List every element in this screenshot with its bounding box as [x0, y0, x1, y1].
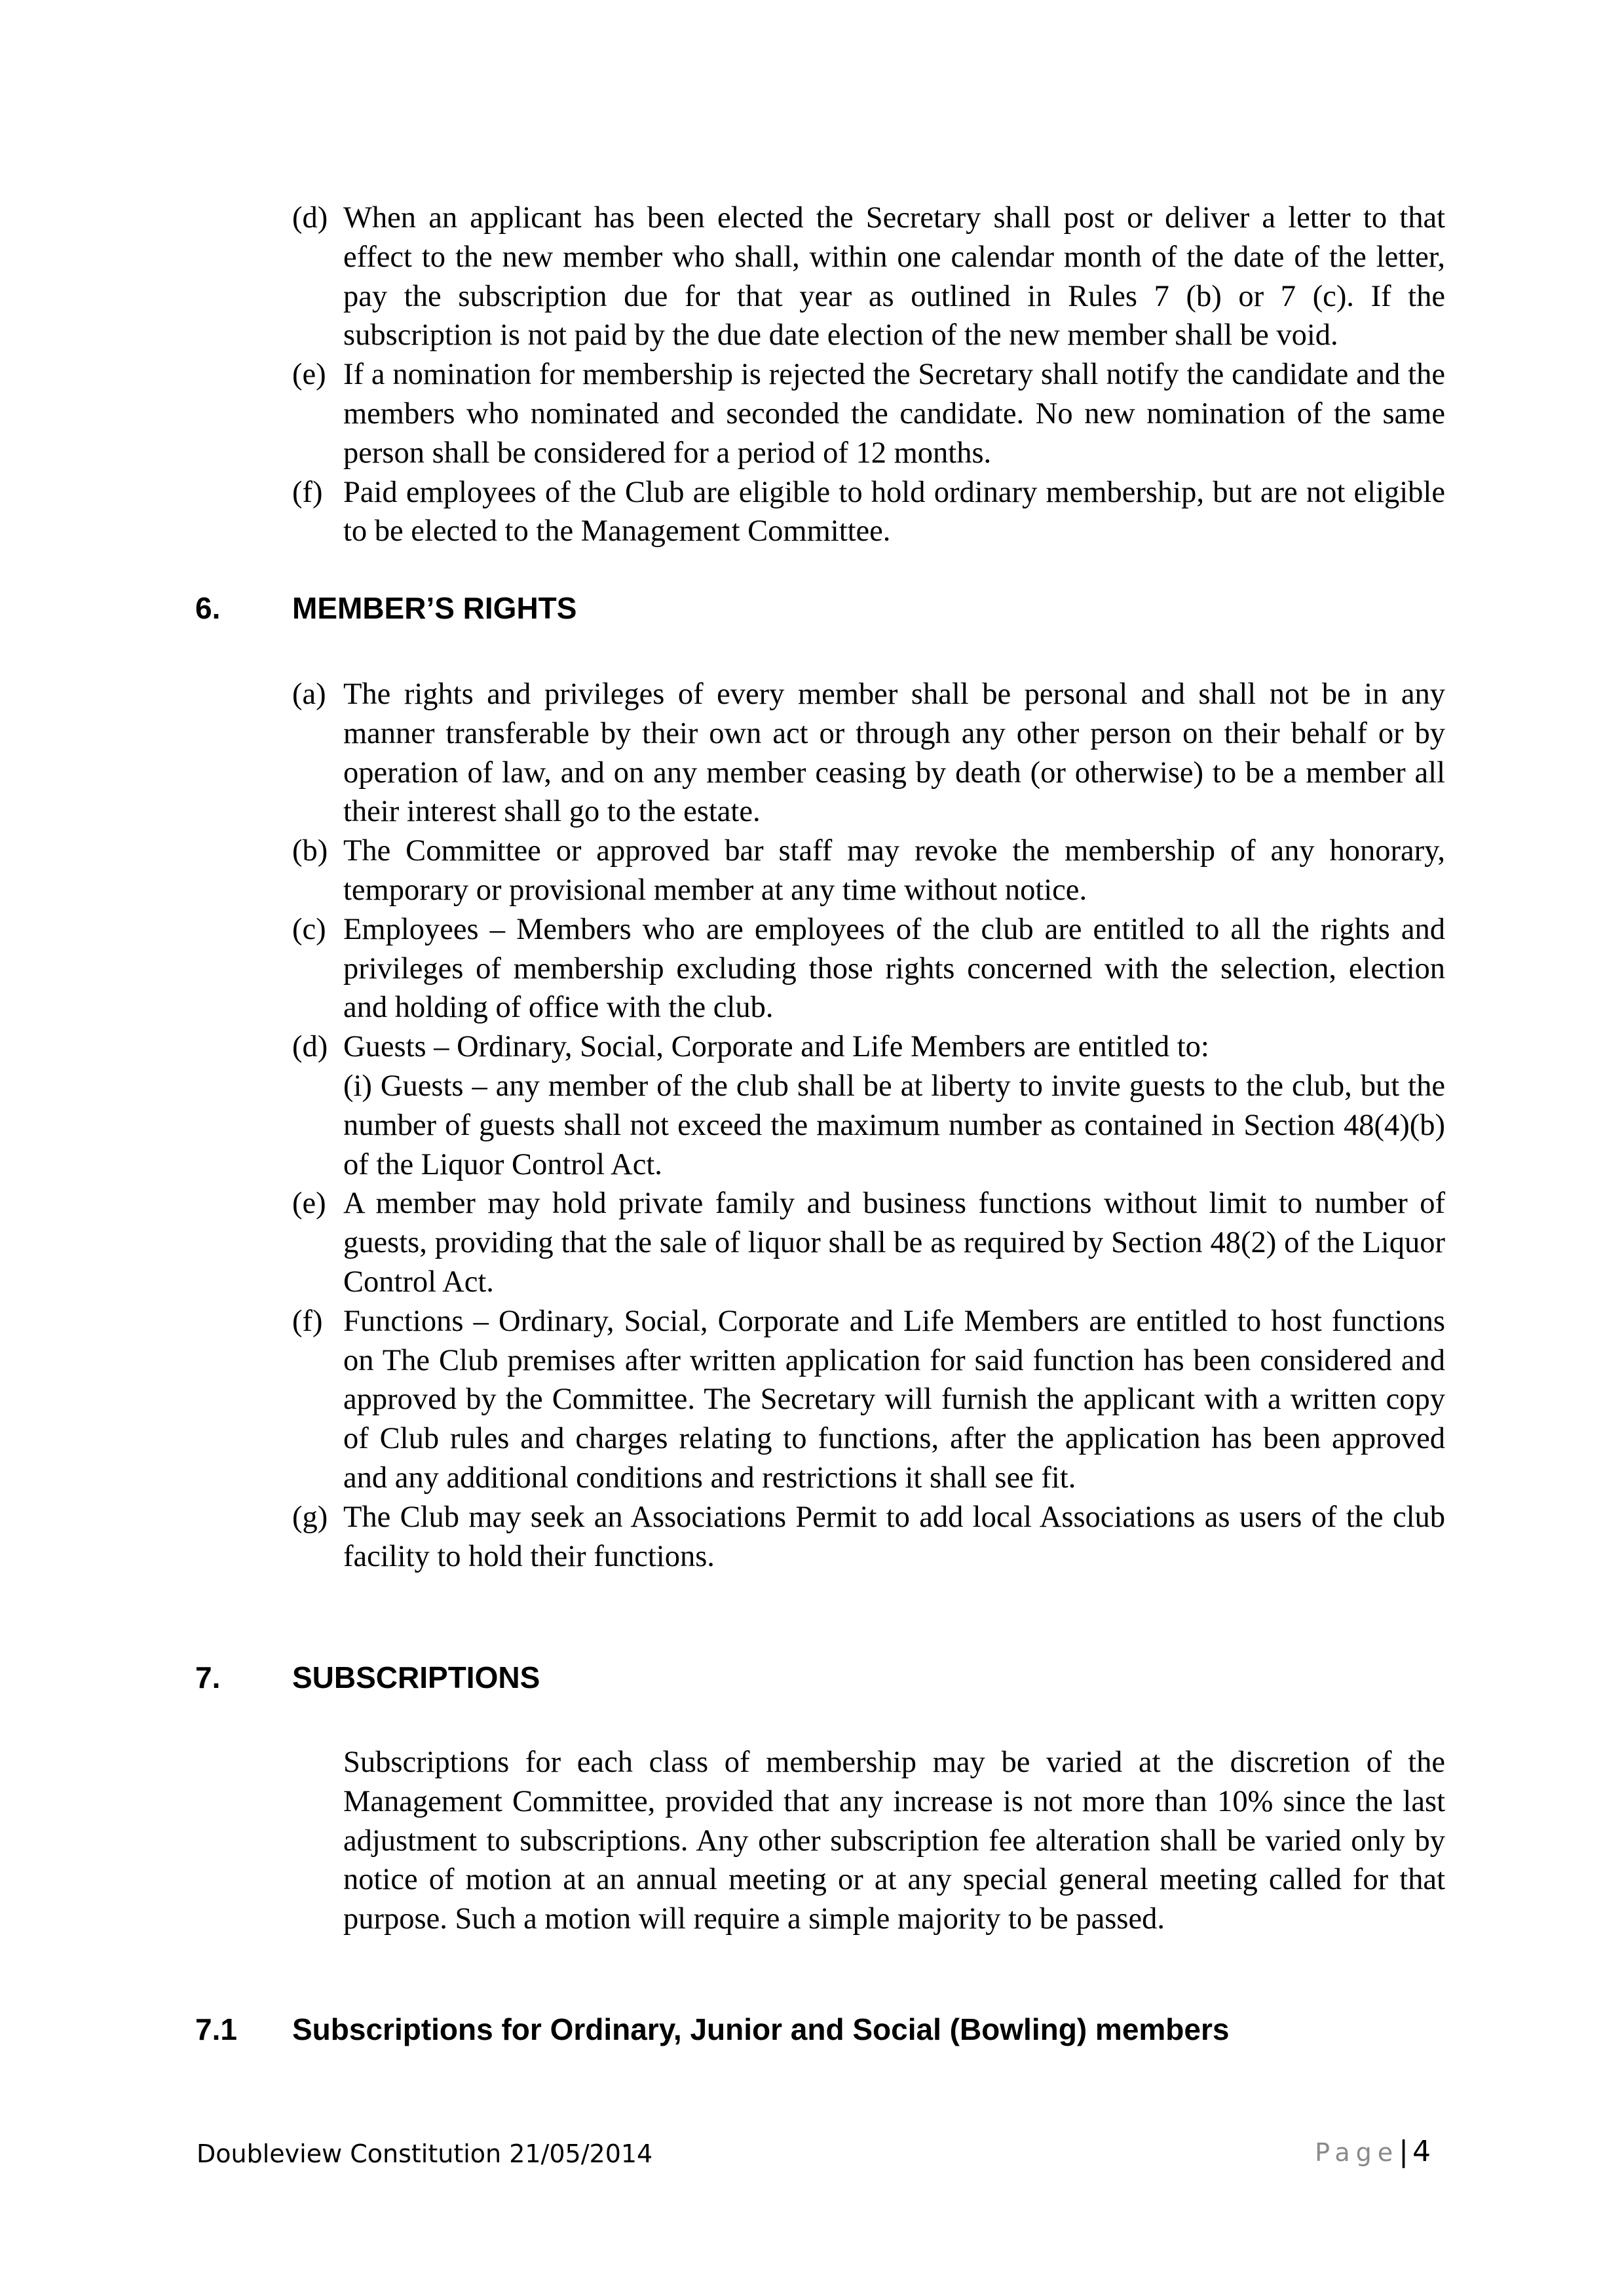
item-label: (f): [292, 1304, 323, 1338]
footer-document-name: Doubleview Constitution 21/05/2014: [197, 2139, 653, 2168]
list-item: [292, 832, 1445, 910]
page-separator: |: [1399, 2135, 1408, 2168]
item-text: Paid employees of the Club are eligible to hold ordinary membership, but are not eligible to be elected to the Management Committee.: [343, 475, 1445, 548]
list-item: [292, 1027, 1445, 1184]
item-text: Functions – Ordinary, Social, Corporate and Life Members are entitled to host functions on The Club premises after written application for said function has been considered and approved by the Committee. The Secretary will furnish the applicant with a written copy of Club rules and charges relating to functions, after the application has been approved and any additional conditions and restrictions it shall see fit.: [343, 1304, 1445, 1495]
list-item: [292, 473, 1445, 552]
item-label: (a): [292, 678, 326, 711]
item-label: (d): [292, 1030, 328, 1064]
item-text: Employees – Members who are employees of the club are entitled to all the rights and privileges of membership excluding those rights concerned with the selection, election and holding of office with the club.: [343, 912, 1445, 1025]
item-subtext: (i) Guests – any member of the club shall be at liberty to invite guests to the club, but the number of guests shall not exceed the maximum number as contained in Section 48(4)(b) of the Liquor Control Act.: [343, 1069, 1445, 1181]
item-label: (f): [292, 475, 323, 509]
section6-list: [292, 675, 1445, 1576]
list-item: [292, 1302, 1445, 1498]
item-label: (e): [292, 1187, 326, 1221]
item-text: If a nomination for membership is rejected the Secretary shall notify the candidate and the members who nominated and seconded the candidate. No new nomination of the same person shall be considered for a period of 12 months.: [343, 358, 1445, 470]
list-item: [292, 1184, 1445, 1301]
section-number: 7.: [195, 1660, 221, 1694]
item-label: (b): [292, 834, 328, 868]
section6-heading: [195, 590, 576, 626]
item-label: (g): [292, 1500, 328, 1534]
section5-list: [292, 199, 1445, 551]
list-item: [292, 675, 1445, 832]
item-text: The Committee or approved bar staff may revoke the membership of any honorary, temporary or provisional member at any time without notice.: [343, 834, 1445, 907]
list-item: [292, 355, 1445, 472]
item-text: When an applicant has been elected the Secretary shall post or deliver a letter to that effect to the new member who shall, within one calendar month of the date of the letter, pay the subscription due for that year as outlined in Rules 7 (b) or 7 (c). If the subscription is not paid by the due date election of the new member shall be void.: [343, 201, 1445, 353]
item-text: The Club may seek an Associations Permit to add local Associations as users of the club facility to hold their functions.: [343, 1500, 1445, 1573]
page-number: 4: [1412, 2135, 1431, 2168]
list-item: [292, 910, 1445, 1027]
list-item: [292, 1498, 1445, 1577]
section-title: SUBSCRIPTIONS: [292, 1660, 540, 1694]
item-text: Guests – Ordinary, Social, Corporate and Life Members are entitled to:: [343, 1030, 1209, 1064]
item-text: A member may hold private family and business functions without limit to number of guests, providing that the sale of liquor shall be as required by Section 48(2) of the Liquor Control Act.: [343, 1187, 1445, 1299]
item-label: (d): [292, 201, 328, 235]
item-label: (e): [292, 358, 326, 392]
section-number: 6.: [195, 591, 221, 625]
section-number: 7.1: [195, 2012, 237, 2046]
section-title: MEMBER’S RIGHTS: [292, 591, 577, 625]
list-item: [292, 199, 1445, 355]
section7-1-heading: [195, 2011, 1229, 2048]
item-text: The rights and privileges of every member shall be personal and shall not be in any manner transferable by their own act or through any other person on their behalf or by operation of law, and on any member ceasing by death (or otherwise) to be a member all their interest shall go to the estate.: [343, 678, 1445, 829]
item-label: (c): [292, 912, 326, 946]
section7-paragraph: Subscriptions for each class of membership may be varied at the discretion of the Management Committee, provided that any increase is not more than 10% since the last adjustment to subscriptions. Any other subscription fee alteration shall be varied only by notice of motion at an annual meeting or at any special general meeting called for that purpose. Such a motion will require a simple majority to be passed.: [343, 1746, 1445, 1936]
footer-page-indicator: [1315, 2133, 1431, 2176]
section7-heading: [195, 1659, 540, 1696]
section-title: Subscriptions for Ordinary, Junior and Social (Bowling) members: [292, 2012, 1230, 2046]
page-word: Page: [1315, 2138, 1399, 2167]
